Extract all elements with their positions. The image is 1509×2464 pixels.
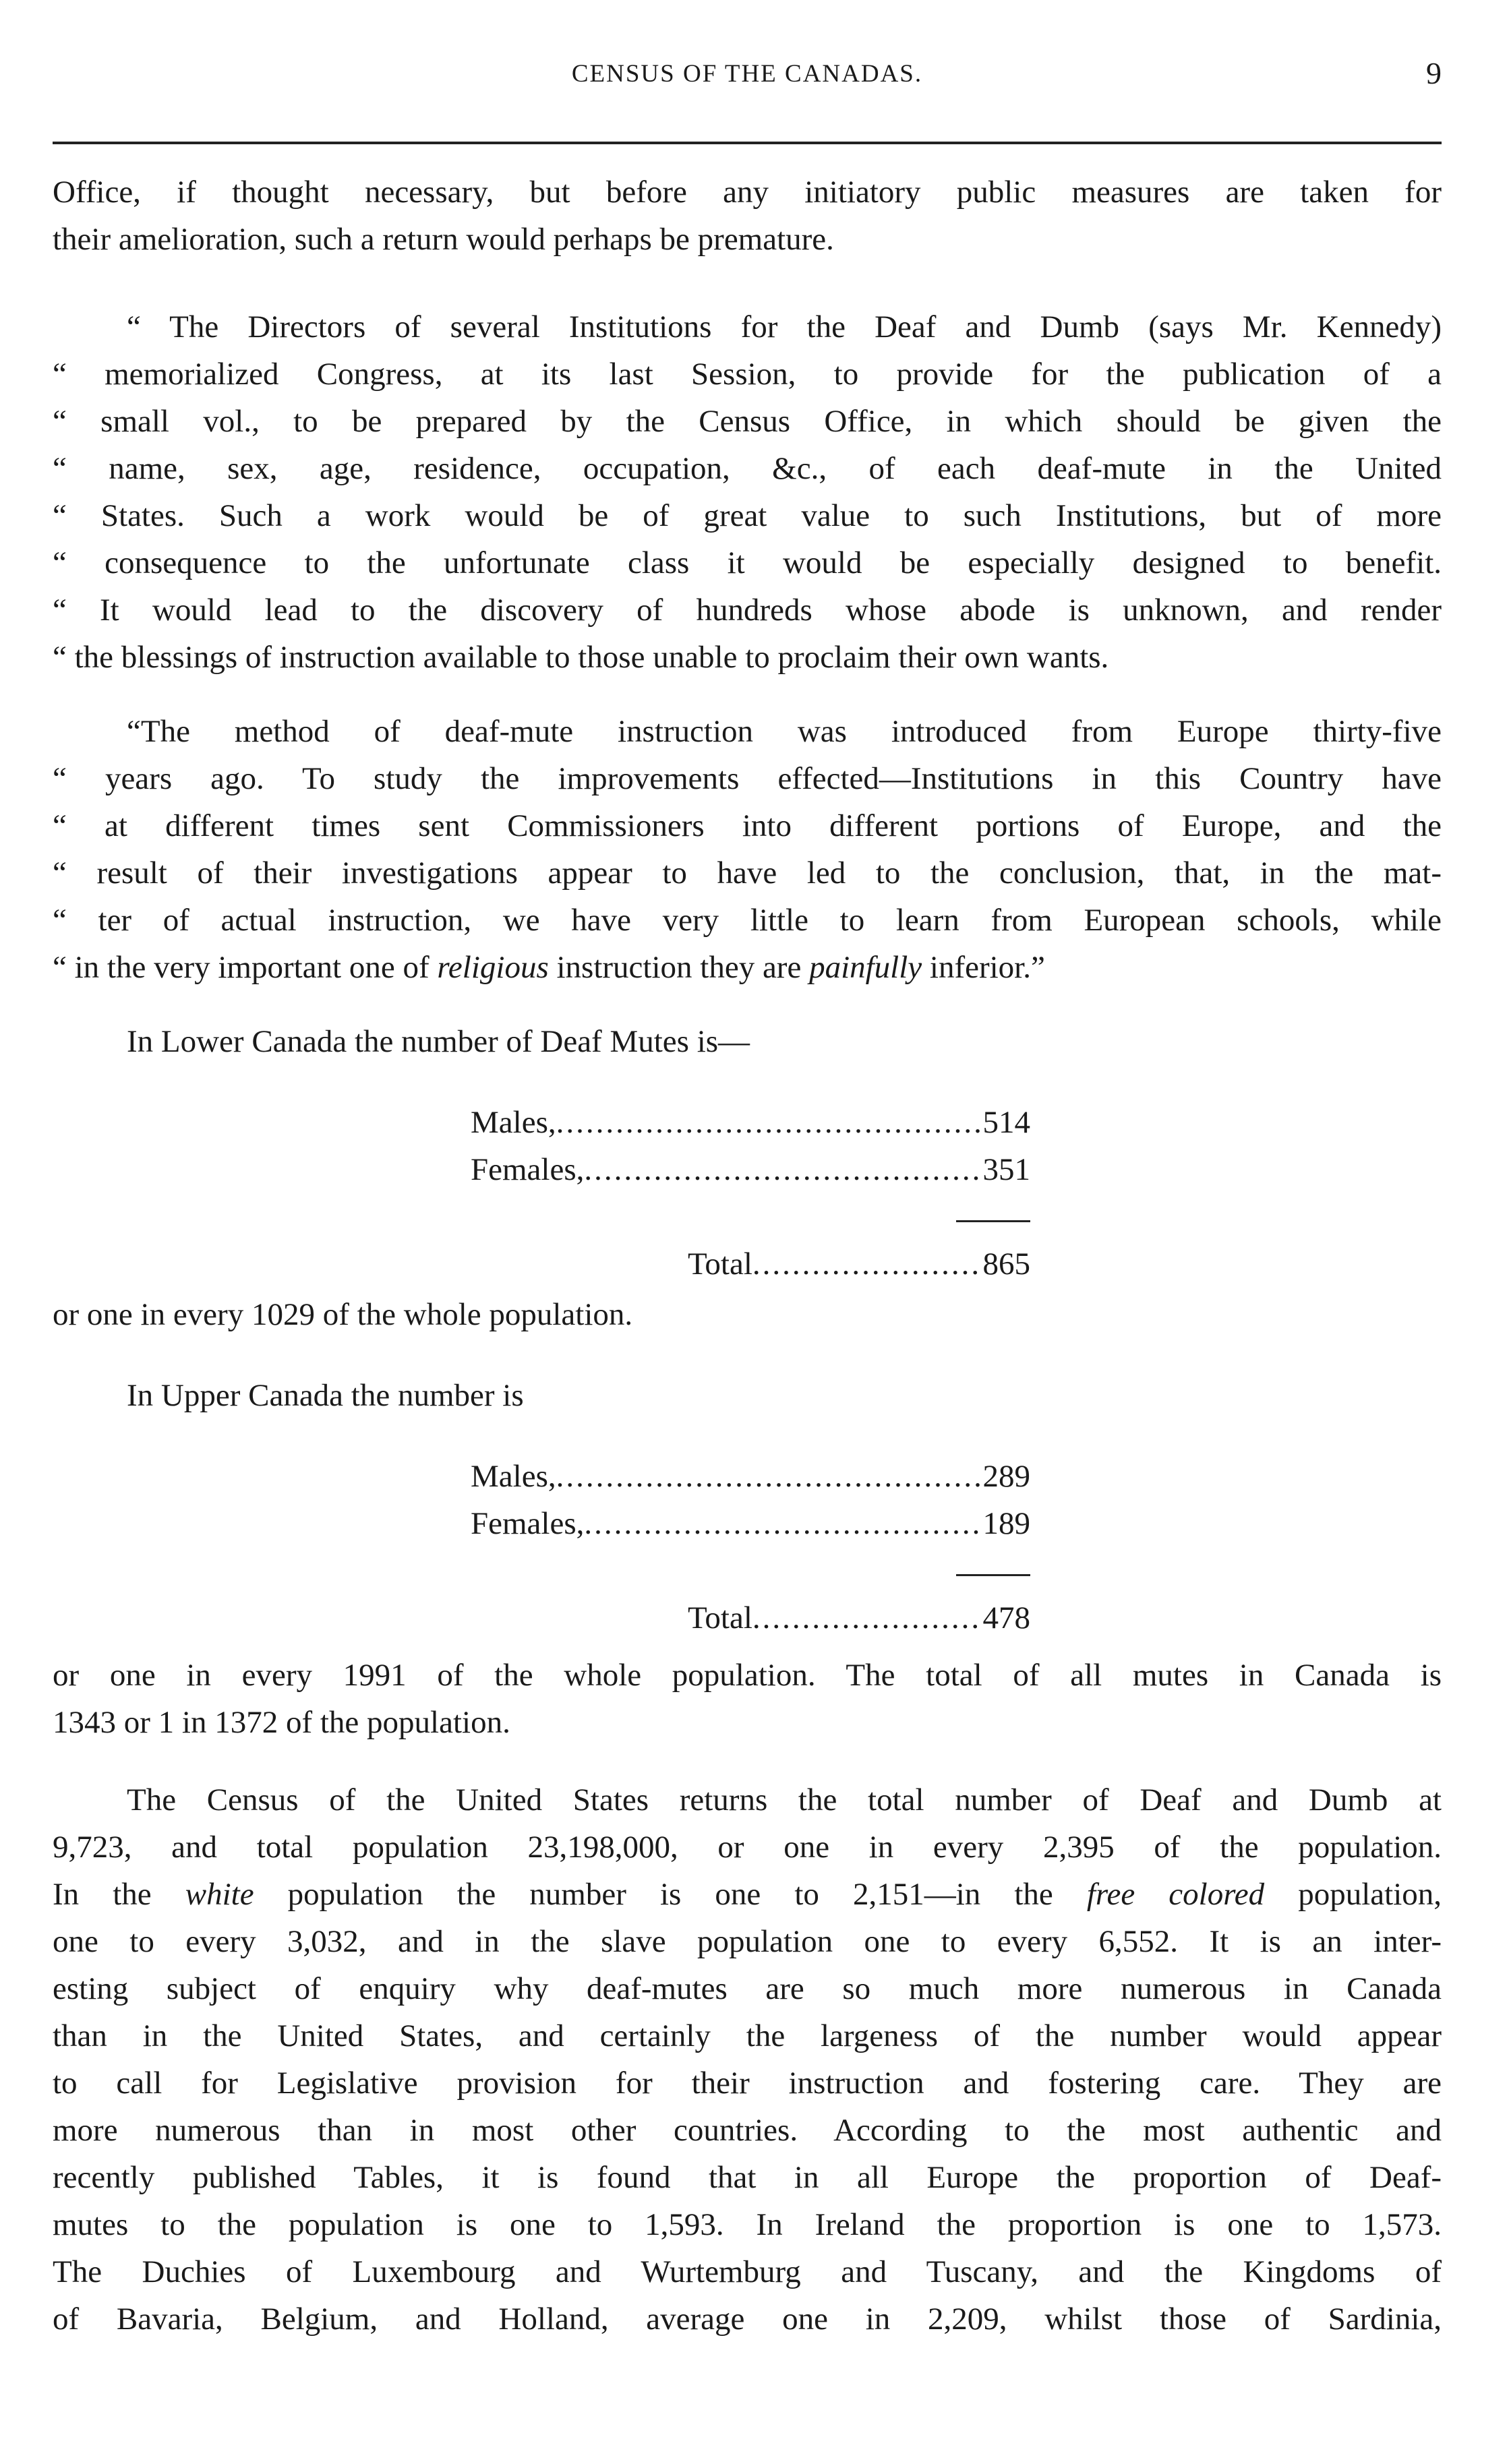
- paragraph-continuation: [53, 169, 1442, 263]
- sum-rule: [956, 1220, 1030, 1222]
- us-census-paragraph: [53, 1776, 1442, 2343]
- lower-canada-total: [688, 1240, 1030, 1288]
- table-row-males: [471, 1099, 1030, 1146]
- page-number: 9: [1426, 56, 1442, 90]
- quote-line: “ small vol., to be prepared by the Census Office, in which should be given the: [53, 404, 1442, 439]
- ratio-text: or one in every 1991 of the whole population. The total of all mutes in Canada is: [53, 1658, 1442, 1693]
- emphasis-religious: religious: [437, 950, 549, 985]
- text-line: of Bavaria, Belgium, and Holland, average one in 2,209, whilst those of Sardinia,: [53, 2302, 1442, 2337]
- intro-text: In Upper Canada the number is: [127, 1378, 524, 1413]
- lower-canada-table: [471, 1099, 1030, 1193]
- text-span: inferior.”: [922, 950, 1045, 985]
- lower-canada-intro: [127, 1018, 1509, 1065]
- text-line: esting subject of enquiry why deaf-mutes are so much more numerous in Canada: [53, 1971, 1442, 2006]
- leader-dots: [752, 1594, 983, 1642]
- row-value: 351: [982, 1152, 1030, 1187]
- emphasis-painfully: painfully: [809, 950, 922, 985]
- text-line-emphasis: [53, 1871, 1442, 1918]
- quote-line: “ States. Such a work would be of great value to such Institutions, but of more: [53, 498, 1442, 533]
- quote-line: “ consequence to the unfortunate class it would be especially designed to benefit.: [53, 545, 1442, 580]
- upper-canada-ratio: [53, 1652, 1442, 1746]
- quote-line: “ years ago. To study the improvements effected—Institutions in this Country have: [53, 761, 1442, 796]
- quote-kennedy: [53, 303, 1442, 681]
- row-value: 478: [982, 1600, 1030, 1635]
- upper-canada-total: [688, 1594, 1030, 1642]
- running-title: CENSUS OF THE CANADAS.: [571, 60, 923, 88]
- leader-dots: [584, 1500, 982, 1547]
- ratio-text: 1343 or 1 in 1372 of the population.: [53, 1705, 510, 1740]
- row-value: 865: [982, 1246, 1030, 1282]
- text-span: population the number is one to 2,151—in the: [254, 1877, 1087, 1912]
- quote-line: “The method of deaf-mute instruction was introduced from Europe thirty-five: [127, 714, 1442, 749]
- row-label: Total: [688, 1600, 752, 1635]
- text-line: to call for Legislative provision for their instruction and fostering care. They are: [53, 2066, 1442, 2101]
- row-label: Males,: [471, 1105, 556, 1140]
- quote-line: “ result of their investigations appear to have led to the conclusion, that, in the mat-: [53, 855, 1442, 891]
- leader-dots: [556, 1453, 983, 1500]
- quote-line-last: [53, 944, 1442, 991]
- quote-line: “ the blessings of instruction available to those unable to proclaim their own wants.: [53, 640, 1109, 675]
- table-row-total: [688, 1240, 1030, 1288]
- text-line: The Census of the United States returns the total number of Deaf and Dumb at: [127, 1782, 1442, 1817]
- table-row-females: [471, 1500, 1030, 1547]
- text-span: population,: [1264, 1877, 1442, 1912]
- row-label: Females,: [471, 1152, 585, 1187]
- text-line: one to every 3,032, and in the slave population one to every 6,552. It is an inter-: [53, 1924, 1442, 1959]
- row-label: Females,: [471, 1506, 585, 1541]
- quote-line: “ ter of actual instruction, we have very little to learn from European schools, while: [53, 903, 1442, 938]
- text-line: recently published Tables, it is found that in all Europe the proportion of Deaf-: [53, 2160, 1442, 2195]
- table-row-males: [471, 1453, 1030, 1500]
- leader-dots: [584, 1146, 982, 1193]
- text-line: mutes to the population is one to 1,593. In Ireland the proportion is one to 1,573.: [53, 2207, 1442, 2242]
- quote-line: “ The Directors of several Institutions for the Deaf and Dumb (says Mr. Kennedy): [127, 309, 1442, 344]
- text-line: Office, if thought necessary, but before any initiatory public measures are taken for: [53, 175, 1442, 210]
- row-value: 189: [982, 1506, 1030, 1541]
- quote-method: [53, 708, 1442, 991]
- emphasis-free-colored: free colored: [1086, 1877, 1265, 1912]
- upper-canada-intro: [127, 1372, 1509, 1419]
- header-rule: [53, 142, 1442, 144]
- text-line: more numerous than in most other countries. According to the most authentic and: [53, 2113, 1442, 2148]
- quote-line: “ It would lead to the discovery of hundreds whose abode is unknown, and render: [53, 593, 1442, 628]
- running-header: [53, 55, 1442, 102]
- quote-line: “ at different times sent Commissioners into different portions of Europe, and the: [53, 808, 1442, 843]
- text-line: than in the United States, and certainly the largeness of the number would appear: [53, 2018, 1442, 2053]
- text-span: “ in the very important one of: [53, 950, 438, 985]
- text-span: instruction they are: [548, 950, 810, 985]
- row-label: Total: [688, 1246, 752, 1282]
- text-line: their amelioration, such a return would perhaps be premature.: [53, 222, 834, 257]
- intro-text: In Lower Canada the number of Deaf Mutes is—: [127, 1024, 750, 1059]
- emphasis-white: white: [185, 1877, 254, 1912]
- quote-line: “ name, sex, age, residence, occupation, &c., of each deaf-mute in the United: [53, 451, 1442, 486]
- text-line: 9,723, and total population 23,198,000, or one in every 2,395 of the population.: [53, 1830, 1442, 1865]
- table-row-females: [471, 1146, 1030, 1193]
- leader-dots: [752, 1240, 983, 1288]
- ratio-text: or one in every 1029 of the whole population.: [53, 1297, 633, 1332]
- row-value: 514: [982, 1105, 1030, 1140]
- leader-dots: [556, 1099, 983, 1146]
- row-label: Males,: [471, 1459, 556, 1494]
- text-line: The Duchies of Luxembourg and Wurtemburg and Tuscany, and the Kingdoms of: [53, 2254, 1442, 2289]
- sum-rule: [956, 1574, 1030, 1576]
- row-value: 289: [982, 1459, 1030, 1494]
- text-span: In the: [53, 1877, 185, 1912]
- lower-canada-ratio: [53, 1291, 1442, 1338]
- upper-canada-table: [471, 1453, 1030, 1547]
- quote-line: “ memorialized Congress, at its last Session, to provide for the publication of a: [53, 357, 1442, 392]
- table-row-total: [688, 1594, 1030, 1642]
